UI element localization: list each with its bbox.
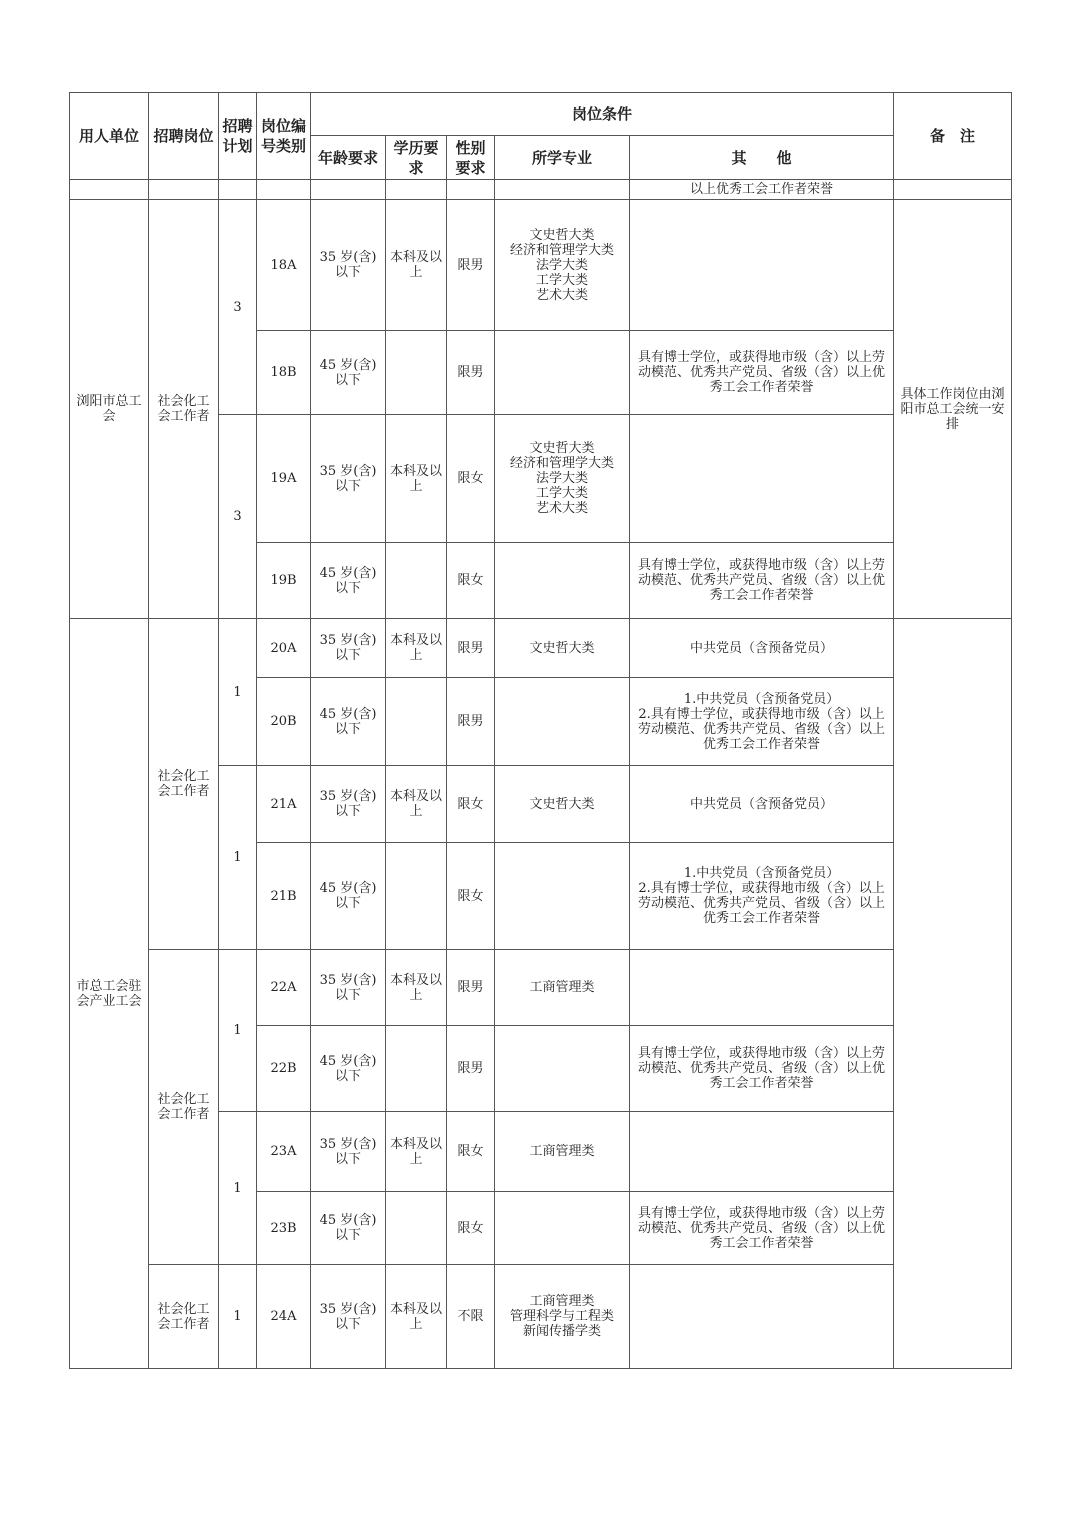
edu-cell	[386, 331, 447, 415]
major-cell: 工商管理类	[495, 950, 630, 1026]
code-cell: 21B	[257, 843, 311, 950]
code-cell: 19A	[257, 415, 311, 543]
header-edu: 学历要求	[386, 136, 447, 180]
other-cell: 中共党员（含预备党员）	[630, 766, 894, 843]
code-cell: 18B	[257, 331, 311, 415]
header-remark: 备 注	[894, 93, 1012, 180]
plan-cell: 3	[219, 200, 257, 415]
major-cell: 文史哲大类 经济和管理学大类 法学大类 工学大类 艺术大类	[495, 415, 630, 543]
age-cell: 35 岁(含)以下	[311, 415, 386, 543]
header-gender: 性别要求	[447, 136, 495, 180]
gender-cell: 限女	[447, 766, 495, 843]
plan-cell: 1	[219, 1265, 257, 1369]
other-cell	[630, 415, 894, 543]
edu-cell: 本科及以上	[386, 950, 447, 1026]
code-cell: 18A	[257, 200, 311, 331]
gender-cell: 限男	[447, 950, 495, 1026]
gender-cell: 限男	[447, 200, 495, 331]
age-cell: 35 岁(含)以下	[311, 1265, 386, 1369]
code-cell: 21A	[257, 766, 311, 843]
age-cell: 35 岁(含)以下	[311, 619, 386, 678]
edu-cell	[386, 543, 447, 619]
age-cell: 45 岁(含)以下	[311, 1026, 386, 1112]
gender-cell: 限女	[447, 1192, 495, 1265]
code-cell: 22B	[257, 1026, 311, 1112]
age-cell: 45 岁(含)以下	[311, 678, 386, 766]
unit-cell: 市总工会驻会产业工会	[70, 619, 149, 1369]
major-cell	[495, 678, 630, 766]
edu-cell	[386, 678, 447, 766]
edu-cell: 本科及以上	[386, 766, 447, 843]
continued-other: 以上优秀工会工作者荣誉	[630, 180, 894, 200]
major-cell: 文史哲大类	[495, 766, 630, 843]
recruitment-table	[69, 92, 1012, 1369]
header-plan: 招聘计划	[219, 93, 257, 180]
other-cell: 具有博士学位，或获得地市级（含）以上劳动模范、优秀共产党员、省级（含）以上优秀工会工作者荣誉	[630, 1192, 894, 1265]
header-major: 所学专业	[495, 136, 630, 180]
other-cell: 具有博士学位，或获得地市级（含）以上劳动模范、优秀共产党员、省级（含）以上优秀工会工作者荣誉	[630, 331, 894, 415]
code-cell: 20A	[257, 619, 311, 678]
edu-cell	[386, 1192, 447, 1265]
major-cell: 工商管理类	[495, 1112, 630, 1192]
age-cell: 35 岁(含)以下	[311, 950, 386, 1026]
other-cell: 具有博士学位，或获得地市级（含）以上劳动模范、优秀共产党员、省级（含）以上优秀工会工作者荣誉	[630, 1026, 894, 1112]
gender-cell: 限男	[447, 678, 495, 766]
plan-cell: 1	[219, 766, 257, 950]
plan-cell: 1	[219, 1112, 257, 1265]
other-cell	[630, 1265, 894, 1369]
gender-cell: 限男	[447, 619, 495, 678]
other-cell: 具有博士学位，或获得地市级（含）以上劳动模范、优秀共产党员、省级（含）以上优秀工会工作者荣誉	[630, 543, 894, 619]
code-cell: 22A	[257, 950, 311, 1026]
other-cell	[630, 950, 894, 1026]
edu-cell	[386, 1026, 447, 1112]
code-cell: 23A	[257, 1112, 311, 1192]
edu-cell: 本科及以上	[386, 200, 447, 331]
remark-cell	[894, 619, 1012, 1369]
plan-cell: 1	[219, 950, 257, 1112]
header-position: 招聘岗位	[149, 93, 219, 180]
position-cell: 社会化工会工作者	[149, 1265, 219, 1369]
age-cell: 45 岁(含)以下	[311, 843, 386, 950]
age-cell: 35 岁(含)以下	[311, 766, 386, 843]
table-row	[70, 619, 1012, 678]
table-row	[70, 200, 1012, 331]
other-cell: 1.中共党员（含预备党员） 2.具有博士学位，或获得地市级（含）以上劳动模范、优秀共产党员、省级（含）以上优秀工会工作者荣誉	[630, 843, 894, 950]
position-cell: 社会化工会工作者	[149, 950, 219, 1265]
code-cell: 19B	[257, 543, 311, 619]
code-cell: 20B	[257, 678, 311, 766]
gender-cell: 限女	[447, 843, 495, 950]
gender-cell: 限女	[447, 1112, 495, 1192]
edu-cell: 本科及以上	[386, 619, 447, 678]
major-cell: 文史哲大类	[495, 619, 630, 678]
major-cell	[495, 1026, 630, 1112]
plan-cell: 1	[219, 619, 257, 766]
remark-cell: 具体工作岗位由浏阳市总工会统一安排	[894, 200, 1012, 619]
major-cell	[495, 543, 630, 619]
age-cell: 35 岁(含)以下	[311, 1112, 386, 1192]
major-cell	[495, 1192, 630, 1265]
unit-cell: 浏阳市总工会	[70, 200, 149, 619]
header-code: 岗位编号类别	[257, 93, 311, 180]
edu-cell	[386, 843, 447, 950]
position-cell: 社会化工会工作者	[149, 619, 219, 950]
edu-cell: 本科及以上	[386, 1265, 447, 1369]
table-row	[70, 950, 1012, 1026]
other-cell: 中共党员（含预备党员）	[630, 619, 894, 678]
continued-row	[70, 180, 1012, 200]
major-cell: 工商管理类 管理科学与工程类 新闻传播学类	[495, 1265, 630, 1369]
other-cell: 1.中共党员（含预备党员） 2.具有博士学位，或获得地市级（含）以上劳动模范、优秀共产党员、省级（含）以上优秀工会工作者荣誉	[630, 678, 894, 766]
age-cell: 45 岁(含)以下	[311, 331, 386, 415]
age-cell: 35 岁(含)以下	[311, 200, 386, 331]
table-row	[70, 1265, 1012, 1369]
position-cell: 社会化工会工作者	[149, 200, 219, 619]
other-cell	[630, 1112, 894, 1192]
major-cell	[495, 843, 630, 950]
gender-cell: 不限	[447, 1265, 495, 1369]
header-unit: 用人单位	[70, 93, 149, 180]
age-cell: 45 岁(含)以下	[311, 1192, 386, 1265]
header-conditions: 岗位条件	[311, 93, 894, 136]
gender-cell: 限女	[447, 415, 495, 543]
gender-cell: 限男	[447, 331, 495, 415]
edu-cell: 本科及以上	[386, 415, 447, 543]
code-cell: 24A	[257, 1265, 311, 1369]
edu-cell: 本科及以上	[386, 1112, 447, 1192]
gender-cell: 限男	[447, 1026, 495, 1112]
gender-cell: 限女	[447, 543, 495, 619]
major-cell: 文史哲大类 经济和管理学大类 法学大类 工学大类 艺术大类	[495, 200, 630, 331]
header-age: 年龄要求	[311, 136, 386, 180]
plan-cell: 3	[219, 415, 257, 619]
major-cell	[495, 331, 630, 415]
header-other: 其 他	[630, 136, 894, 180]
other-cell	[630, 200, 894, 331]
age-cell: 45 岁(含)以下	[311, 543, 386, 619]
code-cell: 23B	[257, 1192, 311, 1265]
